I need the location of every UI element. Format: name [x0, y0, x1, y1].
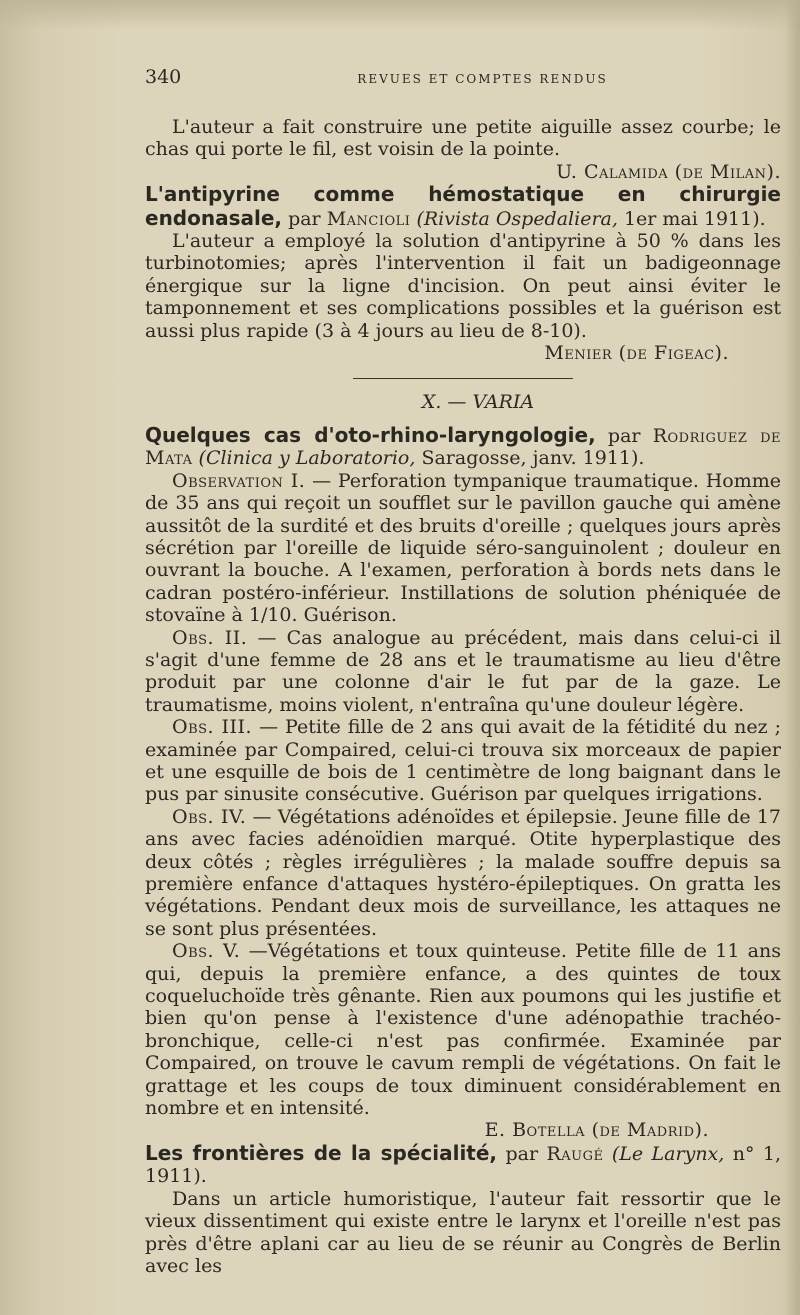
divider — [353, 378, 573, 379]
observation — [145, 940, 781, 1119]
observation-label: Observation I. — [172, 469, 306, 492]
article-journal: (Rivista Ospedaliera, — [416, 207, 618, 230]
article-by: par — [288, 207, 321, 230]
page-body — [145, 116, 781, 1277]
signature — [145, 1119, 781, 1141]
article-by: par — [607, 424, 641, 447]
observation-text: — Perforation tympanique traumatique. Homme de 35 ans qui reçoit un soufflet sur le pavillon gauche qui amène aussitôt de la surdité et des bruits d'oreille ; quelques jours après sécrétion par l'oreille de liquide séro-sanguinolent ; douleur en ouvrant la bouche. A l'examen, perforation à bords nets dans le cadran postéro-inférieur. Instillations de solution phéniquée de stovaïne à 1/10. Guérison. — [145, 469, 781, 627]
signature-text: Menier (de Figeac). — [544, 342, 729, 365]
article-title: Les frontières de la spécialité, — [145, 1140, 498, 1165]
paragraph — [145, 116, 781, 183]
signature-text: E. Botella (de Madrid). — [484, 1119, 709, 1142]
article-body: Dans un article humoristique, l'auteur fait ressortir que le vieux dissentiment qui existe entre le larynx et l'oreille n'est pas près d'être aplani car au lieu de se réunir au Congrès de Berlin avec les — [145, 1187, 781, 1277]
article-heading — [145, 183, 781, 230]
signature — [145, 342, 781, 364]
article-heading — [145, 424, 781, 470]
page-binding-edge — [786, 0, 800, 1315]
running-title: REVUES ET COMPTES RENDUS — [357, 72, 608, 86]
observation-label: Obs. V. — [172, 940, 241, 963]
observation-text: — Petite fille de 2 ans qui avait de la fétidité du nez ; examinée par Compaired, celui-ci trouva six morceaux de papier et une esquille de bois de 1 centimètre de long baignant dans le pus par sinusite consécutive. Guérison par quelques irrigations. — [145, 716, 781, 806]
article-by: par — [505, 1142, 539, 1165]
observation-text: — Cas analogue au précédent, mais dans celui-ci il s'agit d'une femme de 28 ans et le traumatisme au lieu d'être produit par une colonne d'air le fut par de la gaze. Le traumatisme, moins violent, n'entraîna qu'une douleur légère. — [145, 626, 781, 716]
page-header — [145, 66, 780, 96]
observation-label: Obs. II. — [172, 626, 248, 649]
article-author: Rodriguez de Mata — [145, 424, 782, 470]
article-date: 1er mai 1911). — [623, 207, 766, 230]
article-date: n° 1, 1911). — [145, 1142, 781, 1188]
article-date: Saragosse, janv. 1911). — [421, 447, 645, 470]
observation — [145, 470, 781, 627]
article-author: Raugé — [546, 1142, 604, 1165]
observation — [145, 806, 781, 940]
page-shadow-top — [0, 0, 800, 30]
observation-text: —Végétations et toux quinteuse. Petite fille de 11 ans qui, depuis la première enfance, a des quintes de toux coqueluchoïde très gênante. Rien aux poumons qui les justifie et bien qu'on pense à l'existence d'une adénopathie trachéo-bronchique, celle-ci n'est pas confirmée. Examinée par Compaired, on trouve le cavum rempli de végétations. On fait le grattage et les coups de toux diminuent considérablement en nombre et en intensité. — [145, 940, 781, 1120]
article-author: Mancioli — [326, 207, 411, 230]
paragraph-text: L'auteur a fait construire une petite aiguille assez courbe; le chas qui porte le fil, est voisin de la pointe. — [145, 116, 781, 161]
observation-label: Obs. IV. — [172, 805, 247, 828]
observation — [145, 716, 781, 806]
article-body: L'auteur a employé la solution d'antipyrine à 50 % dans les turbinotomies; après l'intervention il fait un badigeonnage énergique sur la ligne d'incision. On peut ainsi éviter le tamponnement et ses complications possibles et la guérison est aussi plus rapide (3 à 4 jours au lieu de 8-10). — [145, 230, 781, 342]
article-title: Quelques cas d'oto-rhino-laryngologie, — [145, 422, 596, 447]
section-heading: X. — VARIA — [421, 391, 535, 414]
signature: U. Calamida (de Milan). — [556, 160, 781, 183]
observation-label: Obs. III. — [172, 716, 253, 739]
article-journal: (Le Larynx, — [611, 1142, 725, 1165]
article-title: L'antipyrine comme hémostatique en chirurgie endonasale, — [145, 182, 781, 230]
observation — [145, 627, 781, 717]
article-heading — [145, 1142, 781, 1188]
page-number: 340 — [145, 66, 182, 88]
article-journal: (Clinica y Laboratorio, — [198, 447, 416, 470]
observation-text: — Végétations adénoïdes et épilepsie. Jeune fille de 17 ans avec facies adénoïdien marqué. Otite hyperplastique des deux côtés ; règles irrégulières ; la malade souffre depuis sa première enfance d'attaques hystéro-épileptiques. On gratta les végétations. Pendant deux mois de surveillance, les attaques ne se sont plus présentées. — [145, 805, 781, 940]
